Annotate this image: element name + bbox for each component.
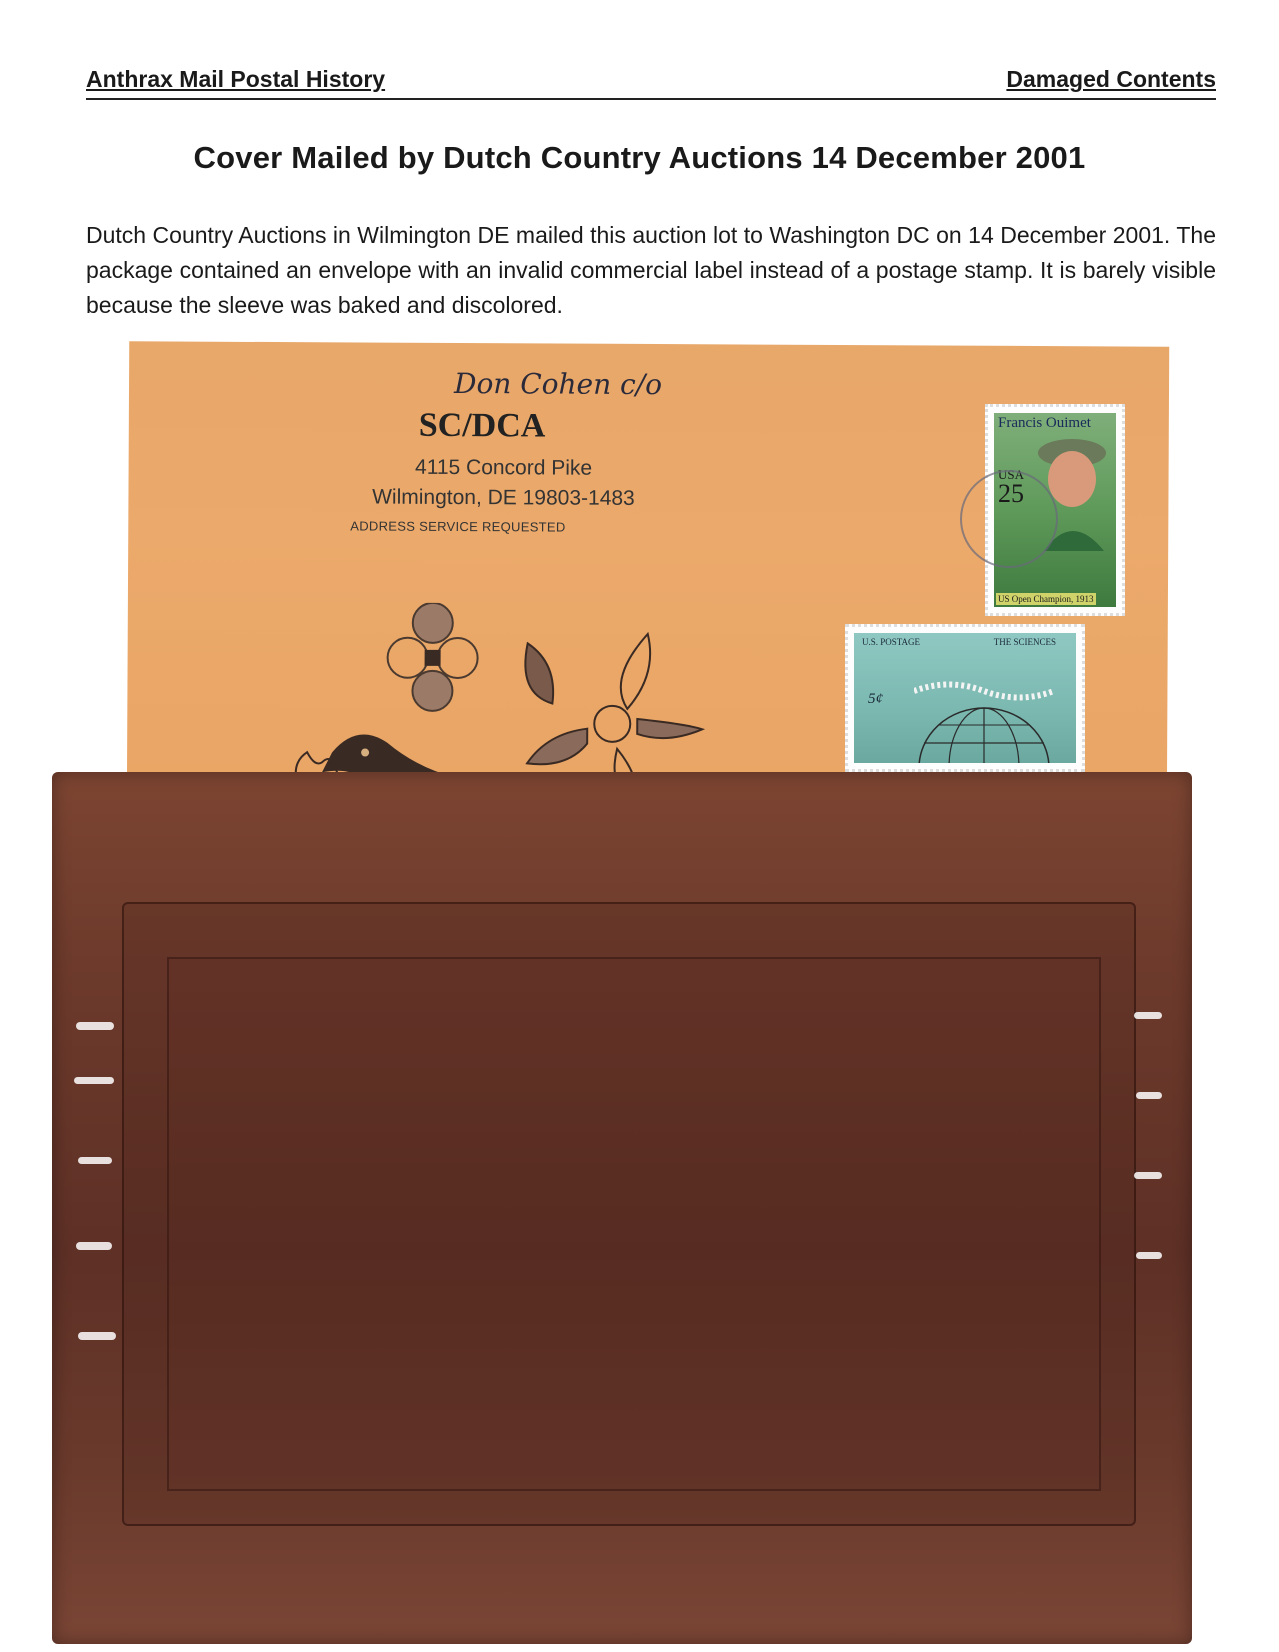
- stamp-caption: US Open Champion, 1913: [998, 594, 1094, 604]
- handwritten-note: Don Cohen c/o: [453, 366, 663, 402]
- header-series-title: Anthrax Mail Postal History: [86, 66, 386, 92]
- page-title: Cover Mailed by Dutch Country Auctions 14 December 2001: [193, 140, 1086, 175]
- return-address-line1: 4115 Concord Pike: [415, 455, 593, 480]
- return-address: [328, 452, 678, 514]
- description-paragraph: Dutch Country Auctions in Wilmington DE mailed this auction lot to Washington DC on 14 December 2001. The package contained an envelope with an invalid commercial label instead of a postage stamp. It is barely visible because the sleeve was baked and discolored.: [86, 222, 1216, 318]
- sleeve-reflection: [76, 1022, 114, 1030]
- stamp-subject: Francis Ouimet: [998, 415, 1091, 431]
- stamp-country: USA: [998, 467, 1025, 482]
- sleeve-reflection: [1136, 1252, 1162, 1259]
- header-section-title: Damaged Contents: [1006, 66, 1216, 92]
- plastic-sleeve: [52, 772, 1192, 1644]
- sleeve-reflection: [74, 1077, 114, 1084]
- cover-photograph: [52, 332, 1252, 1647]
- globe-icon: [914, 673, 1054, 763]
- sleeve-reflection: [1134, 1012, 1162, 1019]
- sleeve-reflection: [76, 1242, 112, 1250]
- stamp-the-sciences: [845, 624, 1085, 772]
- page-header: [86, 64, 1216, 100]
- sleeve-reflection: [78, 1332, 116, 1340]
- sleeve-reflection: [1136, 1092, 1162, 1099]
- stamp2-title: THE SCIENCES: [993, 637, 1056, 647]
- postmark: [954, 444, 1064, 594]
- sleeve-reflection: [1134, 1172, 1162, 1179]
- stamp2-denomination: 5¢: [868, 691, 883, 707]
- return-address-line2: Wilmington, DE 19803-1483: [372, 485, 635, 510]
- sleeve-reflection: [78, 1157, 112, 1164]
- sleeve-inner-label: [167, 957, 1101, 1491]
- stamp-denomination: 25: [998, 479, 1024, 508]
- return-name: SC/DCA: [418, 406, 546, 445]
- service-endorsement: ADDRESS SERVICE REQUESTED: [350, 518, 566, 535]
- stamp2-postage-label: U.S. POSTAGE: [862, 637, 921, 647]
